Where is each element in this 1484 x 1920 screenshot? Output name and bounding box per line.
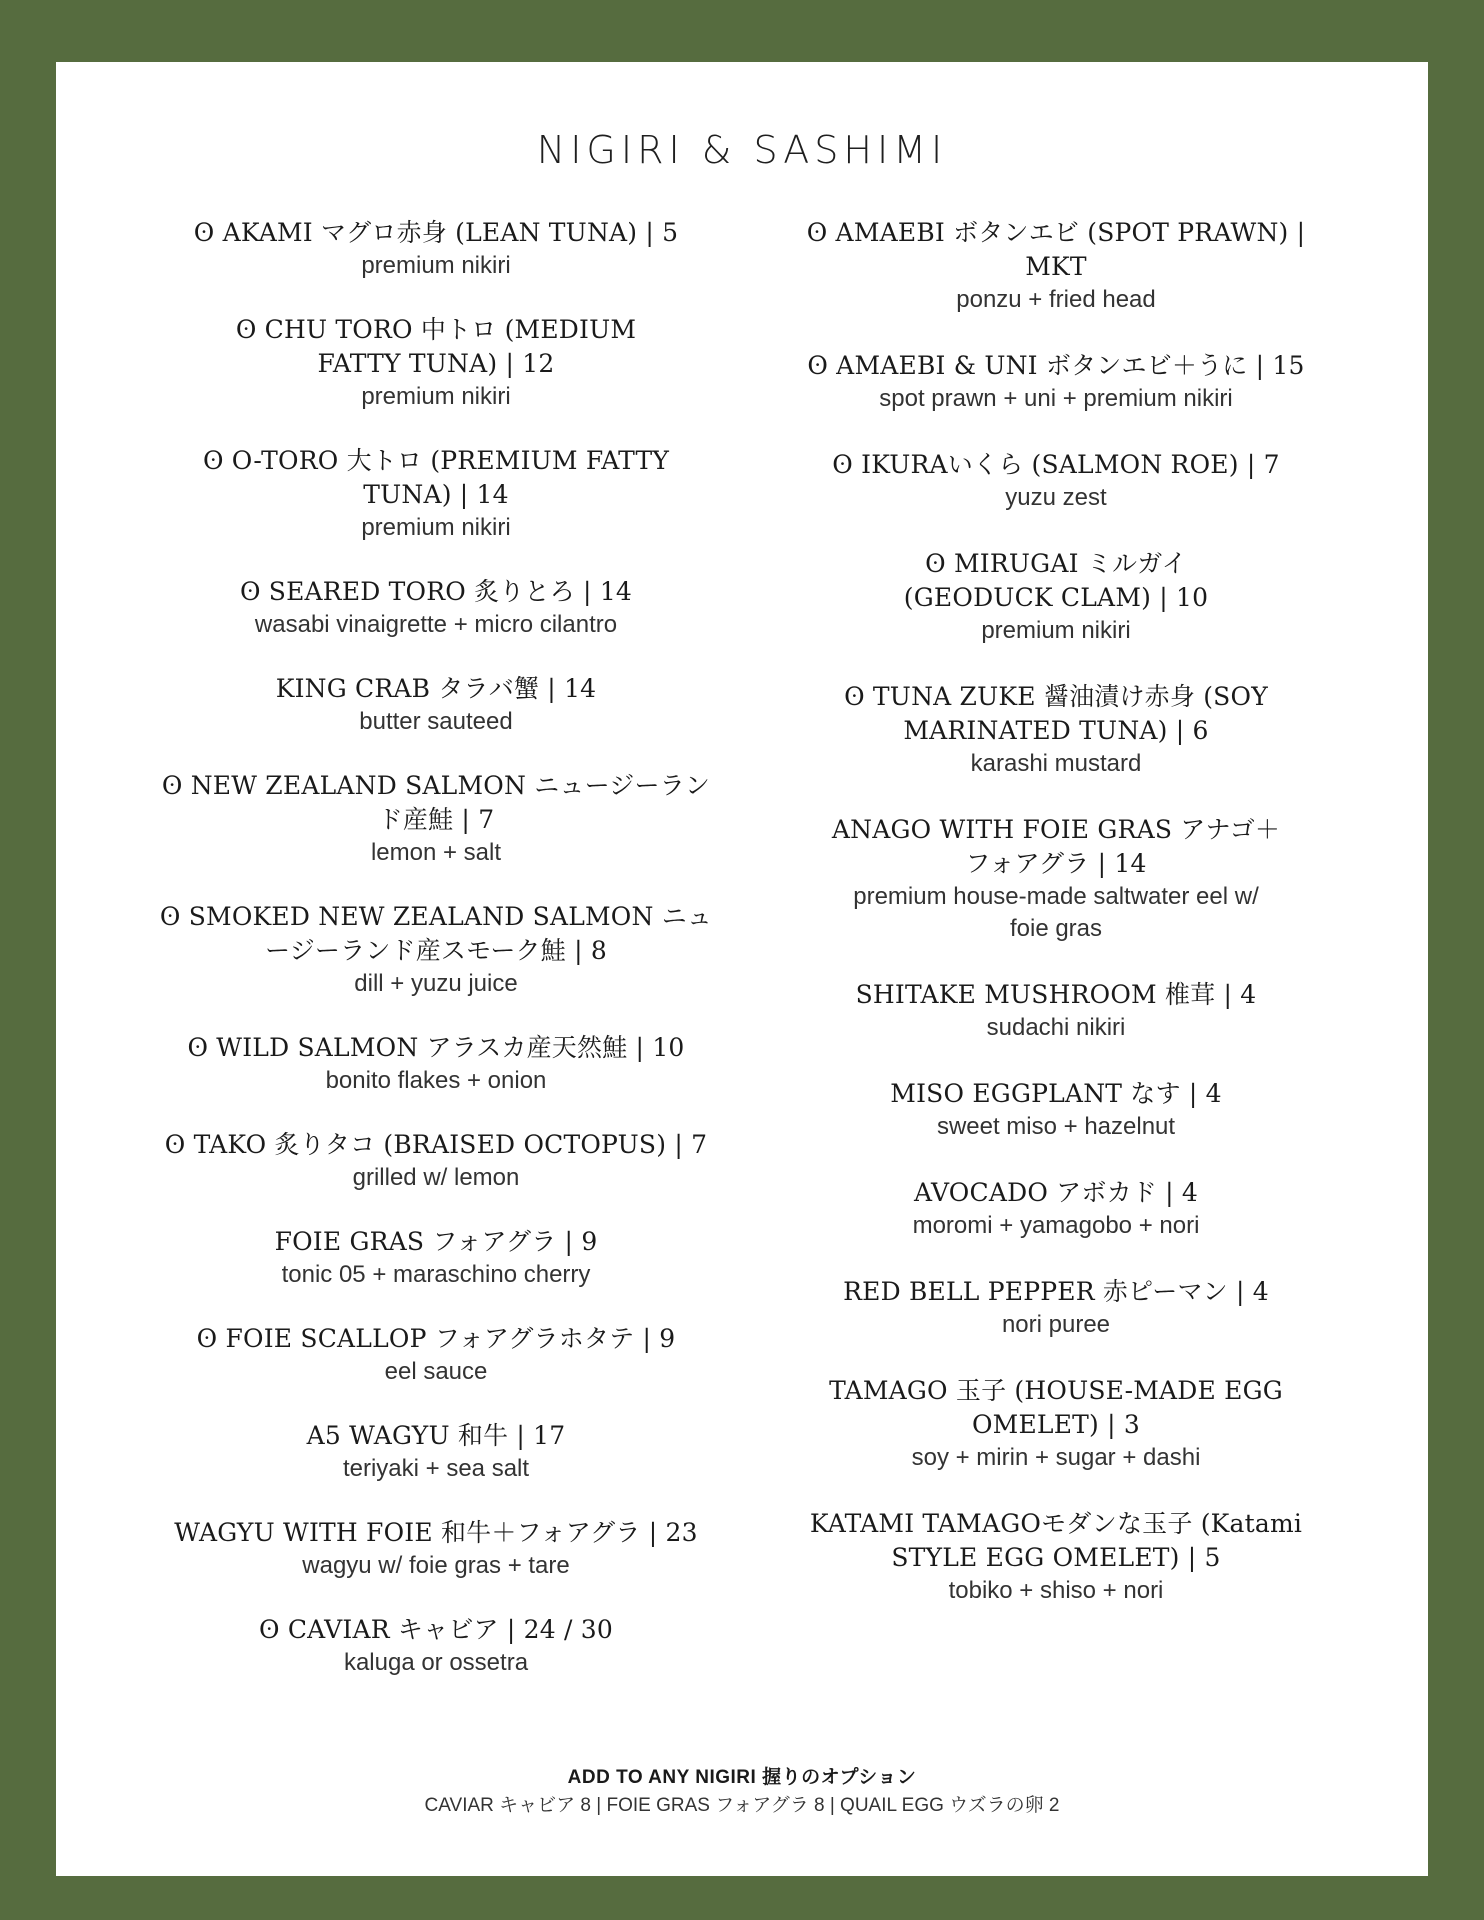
menu-item-description: premium nikiri: [361, 252, 511, 279]
menu-item-name: KATAMI TAMAGOモダンな玉子 (Katami STYLE EGG OMELET) | 5: [809, 1509, 1303, 1572]
menu-item: [156, 1322, 716, 1388]
menu-item: [156, 1419, 716, 1485]
menu-item-description: grilled w/ lemon: [352, 1164, 520, 1191]
menu-item-description: dill + yuzu juice: [354, 970, 518, 997]
menu-item-description: eel sauce: [384, 1358, 488, 1385]
menu-item-name: ʘ MIRUGAI ミルガイ (GEODUCK CLAM) | 10: [903, 549, 1209, 612]
menu-item-name: TAMAGO 玉子 (HOUSE-MADE EGG OMELET) | 3: [829, 1376, 1283, 1439]
menu-item-description: premium house-made saltwater eel w/ foie gras: [853, 883, 1259, 942]
menu-item-description: sudachi nikiri: [986, 1014, 1126, 1041]
menu-item-name: MISO EGGPLANT なす | 4: [890, 1079, 1222, 1108]
menu-item-description: teriyaki + sea salt: [342, 1455, 530, 1482]
menu-item-name: ʘ TAKO 炙りタコ (BRAISED OCTOPUS) | 7: [164, 1130, 708, 1159]
menu-item: [786, 216, 1326, 316]
menu-item-description: premium nikiri: [361, 383, 511, 410]
menu-item-description: moromi + yamagobo + nori: [912, 1212, 1200, 1239]
menu-item-description: lemon + salt: [370, 839, 502, 866]
menu-item: [156, 769, 716, 869]
menu-item-name: ANAGO WITH FOIE GRAS アナゴ＋フォアグラ | 14: [831, 815, 1281, 878]
menu-item: [156, 1031, 716, 1097]
menu-item: [786, 1374, 1326, 1474]
menu-item: [156, 1128, 716, 1194]
menu-item-name: RED BELL PEPPER 赤ピーマン | 4: [843, 1277, 1269, 1306]
menu-item-description: butter sauteed: [359, 708, 513, 735]
menu-item-description: ponzu + fried head: [956, 286, 1156, 313]
menu-item: [786, 1507, 1326, 1607]
menu-item: [786, 813, 1326, 945]
menu-item-name: ʘ FOIE SCALLOP フォアグラホタテ | 9: [196, 1324, 676, 1353]
options-heading: ADD TO ANY NIGIRI 握りのオプション: [567, 1767, 917, 1788]
menu-item: [786, 349, 1326, 415]
menu-item: [156, 1613, 716, 1679]
menu-item-name: ʘ CAVIAR キャビア | 24 / 30: [259, 1615, 613, 1644]
menu-item: [786, 1275, 1326, 1341]
menu-item: [156, 575, 716, 641]
menu-item-description: tonic 05 + maraschino cherry: [281, 1261, 591, 1288]
menu-item-name: ʘ AKAMI マグロ赤身 (LEAN TUNA) | 5: [193, 218, 679, 247]
menu-item: [156, 1516, 716, 1582]
options-list: CAVIAR キャビア 8 | FOIE GRAS フォアグラ 8 | QUAIL EGG ウズラの卵 2: [424, 1795, 1060, 1816]
menu-item-name: SHITAKE MUSHROOM 椎茸 | 4: [855, 980, 1257, 1009]
menu-item: [156, 672, 716, 738]
menu-item-name: ʘ NEW ZEALAND SALMON ニュージーランド産鮭 | 7: [161, 771, 711, 834]
left-column: [156, 216, 716, 1710]
menu-item-name: ʘ O-TORO 大トロ (PREMIUM FATTY TUNA) | 14: [202, 446, 670, 509]
menu-item: [786, 1077, 1326, 1143]
menu-item: [786, 680, 1326, 780]
menu-page: [56, 62, 1428, 1876]
menu-item-description: soy + mirin + sugar + dashi: [911, 1444, 1201, 1471]
menu-item: [786, 978, 1326, 1044]
menu-item-description: premium nikiri: [981, 617, 1131, 644]
menu-item-description: wagyu w/ foie gras + tare: [302, 1552, 570, 1579]
menu-item-name: ʘ SMOKED NEW ZEALAND SALMON ニュージーランド産スモーク鮭 | 8: [159, 902, 713, 965]
menu-item-name: KING CRAB タラバ蟹 | 14: [275, 674, 597, 703]
right-column: [786, 216, 1326, 1640]
menu-item: [786, 1176, 1326, 1242]
menu-item: [156, 313, 716, 413]
menu-item-name: ʘ WILD SALMON アラスカ産天然鮭 | 10: [187, 1033, 685, 1062]
menu-item-description: yuzu zest: [1005, 484, 1107, 511]
menu-item-name: ʘ SEARED TORO 炙りとろ | 14: [239, 577, 633, 606]
menu-item-description: bonito flakes + onion: [325, 1067, 547, 1094]
menu-item-description: nori puree: [1001, 1311, 1111, 1338]
menu-item: [156, 900, 716, 1000]
menu-item: [786, 547, 1326, 647]
menu-item-name: FOIE GRAS フォアグラ | 9: [274, 1227, 598, 1256]
menu-item: [156, 1225, 716, 1291]
menu-item-description: tobiko + shiso + nori: [948, 1577, 1164, 1604]
menu-item: [156, 216, 716, 282]
menu-item-name: ʘ AMAEBI ボタンエビ (SPOT PRAWN) | MKT: [806, 218, 1306, 281]
menu-item-name: A5 WAGYU 和牛 | 17: [306, 1421, 566, 1450]
menu-item-name: ʘ AMAEBI & UNI ボタンエビ＋うに | 15: [807, 351, 1305, 380]
menu-item: [786, 448, 1326, 514]
menu-item-description: spot prawn + uni + premium nikiri: [879, 385, 1233, 412]
menu-item-description: premium nikiri: [361, 514, 511, 541]
page-title: NIGIRI & SASHIMI: [536, 128, 948, 172]
menu-item-name: ʘ CHU TORO 中トロ (MEDIUM FATTY TUNA) | 12: [235, 315, 637, 378]
menu-item-name: ʘ IKURAいくら (SALMON ROE) | 7: [832, 450, 1280, 479]
nigiri-options-footer: [56, 1764, 1428, 1820]
menu-item-description: wasabi vinaigrette + micro cilantro: [254, 611, 618, 638]
menu-item-name: ʘ TUNA ZUKE 醤油漬け赤身 (SOY MARINATED TUNA) | 6: [844, 682, 1268, 745]
menu-item: [156, 444, 716, 544]
menu-item-name: AVOCADO アボカド | 4: [913, 1178, 1198, 1207]
menu-item-description: kaluga or ossetra: [343, 1649, 529, 1676]
menu-item-description: sweet miso + hazelnut: [936, 1113, 1176, 1140]
menu-item-description: karashi mustard: [970, 750, 1142, 777]
menu-item-name: WAGYU WITH FOIE 和牛＋フォアグラ | 23: [174, 1518, 698, 1547]
